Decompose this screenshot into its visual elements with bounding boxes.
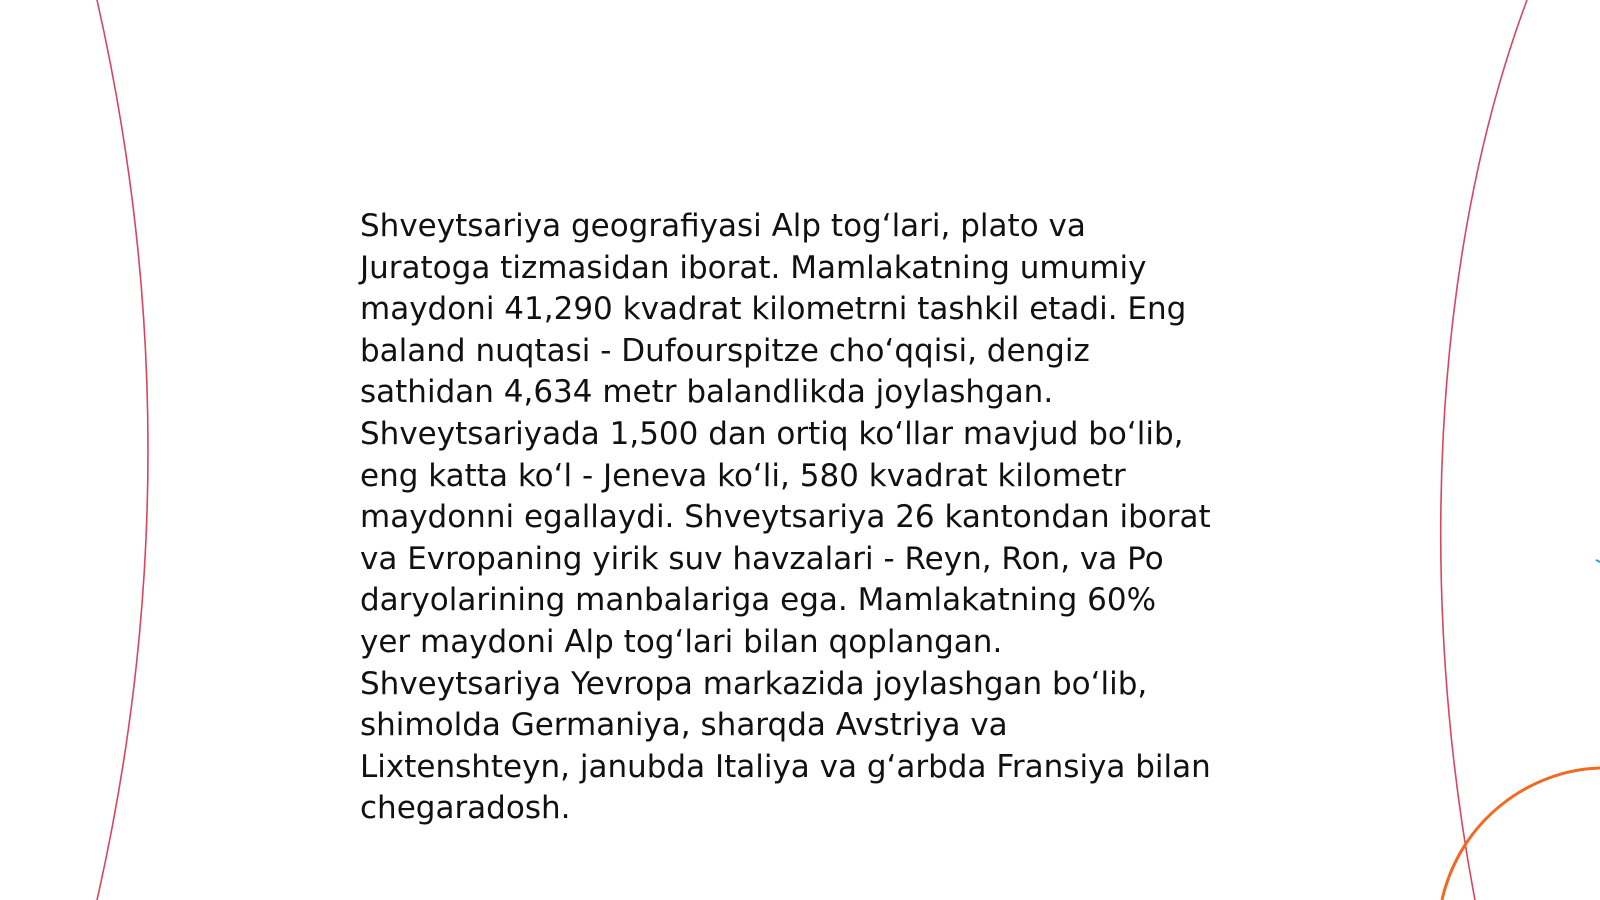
paragraph-line: eng katta ko‘l - Jeneva ko‘li, 580 kvadrat kilometr <box>360 457 1126 494</box>
body-paragraph <box>360 206 1260 830</box>
paragraph-line: Shveytsariya geografiyasi Alp tog‘lari, plato va <box>360 208 1086 244</box>
paragraph-line: baland nuqtasi - Dufourspitze cho‘qqisi, dengiz <box>360 332 1090 369</box>
orange-arc <box>1442 768 1600 900</box>
teal-tick <box>1596 560 1600 562</box>
paragraph-line: Shveytsariya Yevropa markazida joylashgan bo‘lib, <box>360 665 1148 702</box>
paragraph-line: maydonni egallaydi. Shveytsariya 26 kantondan iborat <box>360 499 1211 536</box>
paragraph-line: va Evropaning yirik suv havzalari - Reyn, Ron, va Po <box>360 540 1164 577</box>
paragraph-line: maydoni 41,290 kvadrat kilometrni tashkil etadi. Eng <box>360 291 1187 328</box>
left-curve-line <box>97 0 148 900</box>
paragraph-line: Shveytsariyada 1,500 dan ortiq ko‘llar mavjud bo‘lib, <box>360 415 1184 452</box>
paragraph-line: sathidan 4,634 metr balandlikda joylashgan. <box>360 374 1054 411</box>
right-curve-line <box>1441 0 1527 900</box>
paragraph-line: chegaradosh. <box>360 790 571 827</box>
paragraph-line: Lixtenshteyn, janubda Italiya va g‘arbda Fransiya bilan <box>360 748 1211 785</box>
paragraph-line: yer maydoni Alp tog‘lari bilan qoplangan. <box>360 623 1003 660</box>
paragraph-line: shimolda Germaniya, sharqda Avstriya va <box>360 707 1008 744</box>
paragraph-line: Juratoga tizmasidan iborat. Mamlakatning umumiy <box>360 249 1147 286</box>
paragraph-line: daryolarining manbalariga ega. Mamlakatning 60% <box>360 582 1157 619</box>
